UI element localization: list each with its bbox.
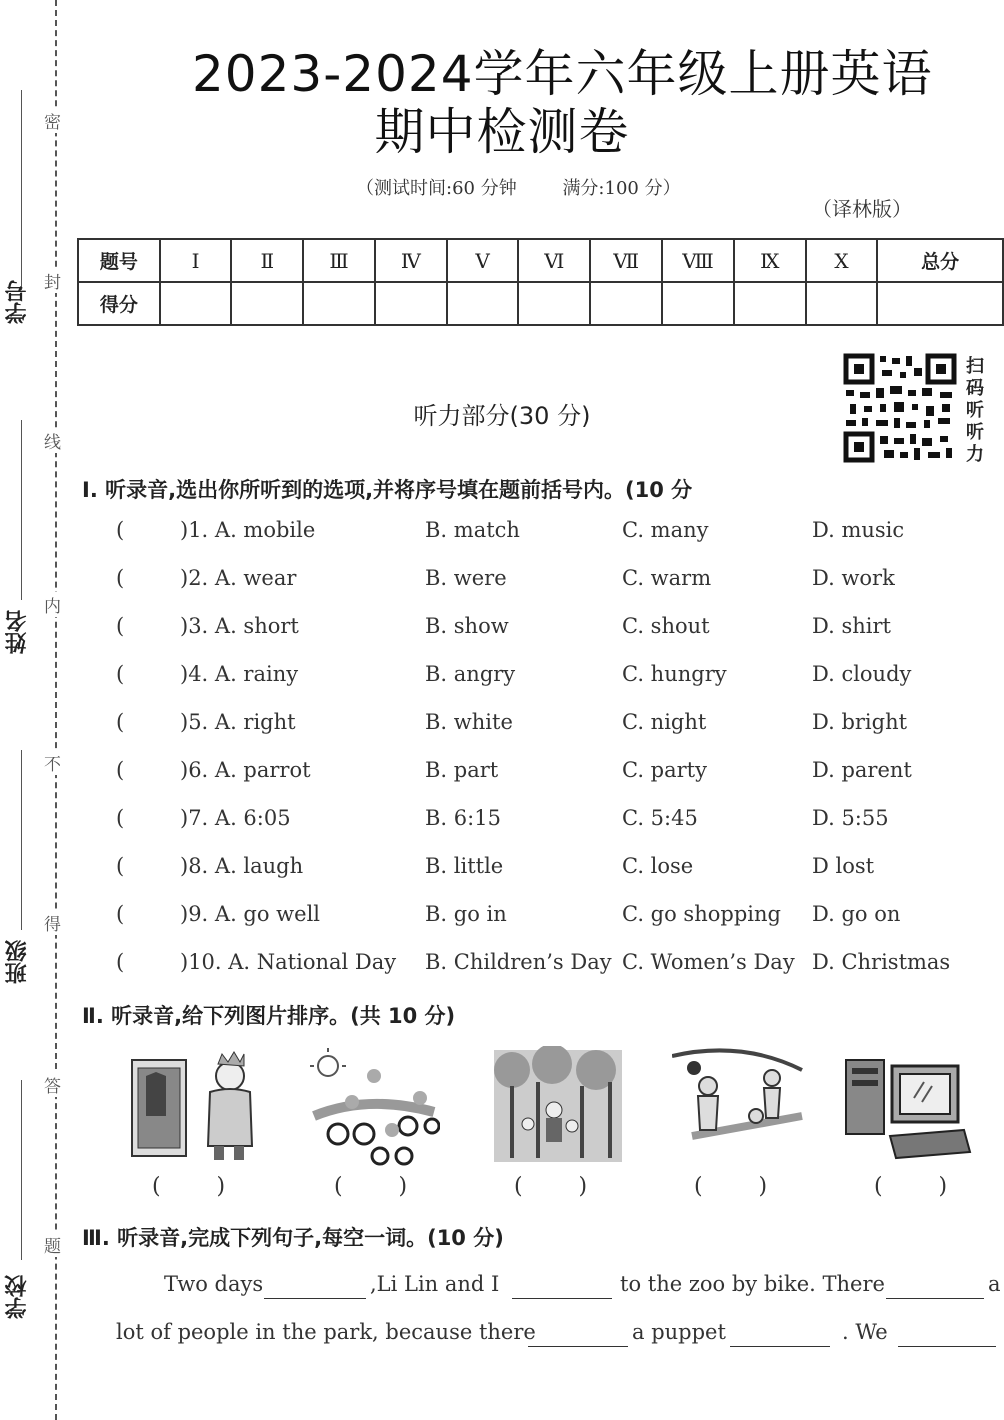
- sentence-fragment: to the zoo by bike. There: [620, 1272, 885, 1296]
- option-a: )7. A. 6:05: [180, 806, 291, 830]
- sentence-fragment: a: [988, 1272, 1001, 1296]
- score-table-header-row: [78, 239, 1003, 282]
- seal-char: 得: [44, 910, 61, 935]
- option-a: )4. A. rainy: [180, 662, 299, 686]
- total-score-label: 总分: [877, 239, 1003, 282]
- answer-bracket[interactable]: (: [116, 758, 125, 782]
- question-row: [116, 758, 996, 794]
- answer-blank[interactable]: [886, 1298, 984, 1299]
- sentence-fragment: Two days: [164, 1272, 264, 1296]
- name-line: [21, 420, 22, 600]
- option-a: )2. A. wear: [180, 566, 297, 590]
- option-c: C. night: [622, 710, 707, 734]
- option-b: B. little: [425, 854, 504, 878]
- total-score-cell[interactable]: [877, 282, 1003, 325]
- name-label: 姓名: [5, 610, 30, 654]
- answer-bracket[interactable]: (: [116, 518, 125, 542]
- answer-blank[interactable]: [512, 1298, 612, 1299]
- option-c: C. shout: [622, 614, 710, 638]
- option-b: B. show: [425, 614, 509, 638]
- option-b: B. white: [425, 710, 513, 734]
- section1-title: Ⅰ. 听录音,选出你所听到的选项,并将序号填在题前括号内。(10 分: [82, 478, 693, 502]
- option-a: )6. A. parrot: [180, 758, 311, 782]
- score-cell[interactable]: [447, 282, 519, 325]
- park-trees-picture: [492, 1046, 624, 1166]
- question-row: [116, 950, 996, 986]
- class-line: [21, 750, 22, 930]
- option-d: D. shirt: [812, 614, 891, 638]
- score-col-header: Ⅸ: [734, 239, 806, 282]
- sentence-fragment: . We: [842, 1320, 888, 1344]
- option-c: C. lose: [622, 854, 694, 878]
- score-col-header: Ⅷ: [662, 239, 734, 282]
- option-b: B. were: [425, 566, 507, 590]
- question-row: [116, 710, 996, 746]
- answer-blank[interactable]: [264, 1298, 366, 1299]
- listening-part-title: 听力部分(30 分): [413, 402, 591, 430]
- option-b: B. Children’s Day: [425, 950, 612, 974]
- class-label: 班级: [5, 940, 30, 984]
- score-label: 得分: [78, 282, 160, 325]
- school-line: [21, 1080, 22, 1260]
- score-cell[interactable]: [806, 282, 878, 325]
- option-c: C. many: [622, 518, 709, 542]
- answer-bracket[interactable]: (: [116, 614, 125, 638]
- option-d: D. go on: [812, 902, 901, 926]
- option-c: C. go shopping: [622, 902, 781, 926]
- score-cell[interactable]: [303, 282, 375, 325]
- sentence-fragment: a puppet: [632, 1320, 726, 1344]
- option-a: )3. A. short: [180, 614, 299, 638]
- score-cell[interactable]: [590, 282, 662, 325]
- picture-order-bracket[interactable]: ( ): [152, 1174, 226, 1199]
- answer-bracket[interactable]: (: [116, 806, 125, 830]
- option-a: )8. A. laugh: [180, 854, 304, 878]
- computer-picture: [842, 1046, 974, 1166]
- answer-bracket[interactable]: (: [116, 950, 125, 974]
- option-c: C. party: [622, 758, 707, 782]
- section3-title: Ⅲ. 听录音,完成下列句子,每空一词。(10 分): [82, 1226, 504, 1250]
- score-cell[interactable]: [518, 282, 590, 325]
- answer-bracket[interactable]: (: [116, 662, 125, 686]
- seal-char: 内: [44, 592, 61, 617]
- seal-char: 不: [44, 750, 61, 775]
- school-label: 学校: [5, 1275, 30, 1319]
- score-col-header: Ⅲ: [303, 239, 375, 282]
- seal-char: 答: [44, 1072, 61, 1097]
- option-b: B. go in: [425, 902, 507, 926]
- option-c: C. Women’s Day: [622, 950, 795, 974]
- option-b: B. angry: [425, 662, 516, 686]
- exam-meta: [356, 174, 681, 200]
- question-row: [116, 806, 996, 842]
- question-row: [116, 854, 996, 890]
- score-cell[interactable]: [662, 282, 734, 325]
- option-d: D. music: [812, 518, 905, 542]
- answer-bracket[interactable]: (: [116, 902, 125, 926]
- exam-title-line1: 2023-2024学年六年级上册英语: [192, 45, 933, 103]
- section2-title: Ⅱ. 听录音,给下列图片排序。(共 10 分): [82, 1004, 456, 1028]
- option-a: )5. A. right: [180, 710, 296, 734]
- option-a: )10. A. National Day: [180, 950, 397, 974]
- score-col-header: Ⅵ: [518, 239, 590, 282]
- question-row: [116, 518, 996, 554]
- king-wardrobe-picture: [126, 1046, 258, 1166]
- sentence-fragment: lot of people in the park, because there: [116, 1320, 536, 1344]
- option-c: C. 5:45: [622, 806, 698, 830]
- option-b: B. part: [425, 758, 499, 782]
- exam-title-line2: 期中检测卷: [374, 103, 630, 161]
- score-table-score-row: [78, 282, 1003, 325]
- option-c: C. hungry: [622, 662, 727, 686]
- score-col-header: Ⅴ: [447, 239, 519, 282]
- question-row: [116, 614, 996, 650]
- answer-bracket[interactable]: (: [116, 854, 125, 878]
- option-a: )9. A. go well: [180, 902, 321, 926]
- score-cell[interactable]: [734, 282, 806, 325]
- option-a: )1. A. mobile: [180, 518, 316, 542]
- answer-blank[interactable]: [898, 1346, 996, 1347]
- edition-label: （译林版）: [812, 197, 912, 221]
- qr-caption: 扫码听听力: [966, 356, 984, 465]
- score-col-header: Ⅹ: [806, 239, 878, 282]
- score-col-header: Ⅰ: [160, 239, 232, 282]
- option-d: D. Christmas: [812, 950, 951, 974]
- answer-blank[interactable]: [528, 1346, 628, 1347]
- option-d: D. cloudy: [812, 662, 912, 686]
- kids-cycling-picture: [308, 1046, 440, 1166]
- seal-char: 密: [44, 108, 61, 133]
- answer-bracket[interactable]: (: [116, 566, 125, 590]
- score-table: [77, 238, 1004, 326]
- sentence-fragment: ,Li Lin and I: [370, 1272, 500, 1296]
- picture-order-bracket[interactable]: ( ): [874, 1174, 948, 1199]
- option-d: D. bright: [812, 710, 908, 734]
- question-row: [116, 566, 996, 602]
- binding-dashed-line: [55, 0, 57, 1420]
- option-b: B. 6:15: [425, 806, 501, 830]
- score-cell[interactable]: [375, 282, 447, 325]
- seal-char: 题: [44, 1232, 61, 1257]
- picture-order-bracket[interactable]: ( ): [694, 1174, 768, 1199]
- option-d: D lost: [812, 854, 875, 878]
- seal-char: 线: [44, 428, 61, 453]
- option-b: B. match: [425, 518, 520, 542]
- score-col-header: Ⅱ: [231, 239, 303, 282]
- score-col-header: Ⅶ: [590, 239, 662, 282]
- score-cell[interactable]: [231, 282, 303, 325]
- score-col-header: Ⅳ: [375, 239, 447, 282]
- student-no-label: 学号: [5, 280, 30, 324]
- picture-order-bracket[interactable]: ( ): [514, 1174, 588, 1199]
- exam-full-score: 满分:100 分）: [562, 178, 681, 199]
- option-c: C. warm: [622, 566, 712, 590]
- option-d: D. parent: [812, 758, 912, 782]
- question-row: [116, 662, 996, 698]
- question-row: [116, 902, 996, 938]
- option-d: D. work: [812, 566, 895, 590]
- seal-char: 封: [44, 268, 61, 293]
- option-d: D. 5:55: [812, 806, 889, 830]
- question-number-label: 题号: [78, 239, 160, 282]
- answer-bracket[interactable]: (: [116, 710, 125, 734]
- picture-order-bracket[interactable]: ( ): [334, 1174, 408, 1199]
- exam-time: （测试时间:60 分钟: [356, 178, 517, 199]
- answer-blank[interactable]: [730, 1346, 830, 1347]
- score-cell[interactable]: [160, 282, 232, 325]
- kids-playing-ball-picture: [672, 1046, 804, 1166]
